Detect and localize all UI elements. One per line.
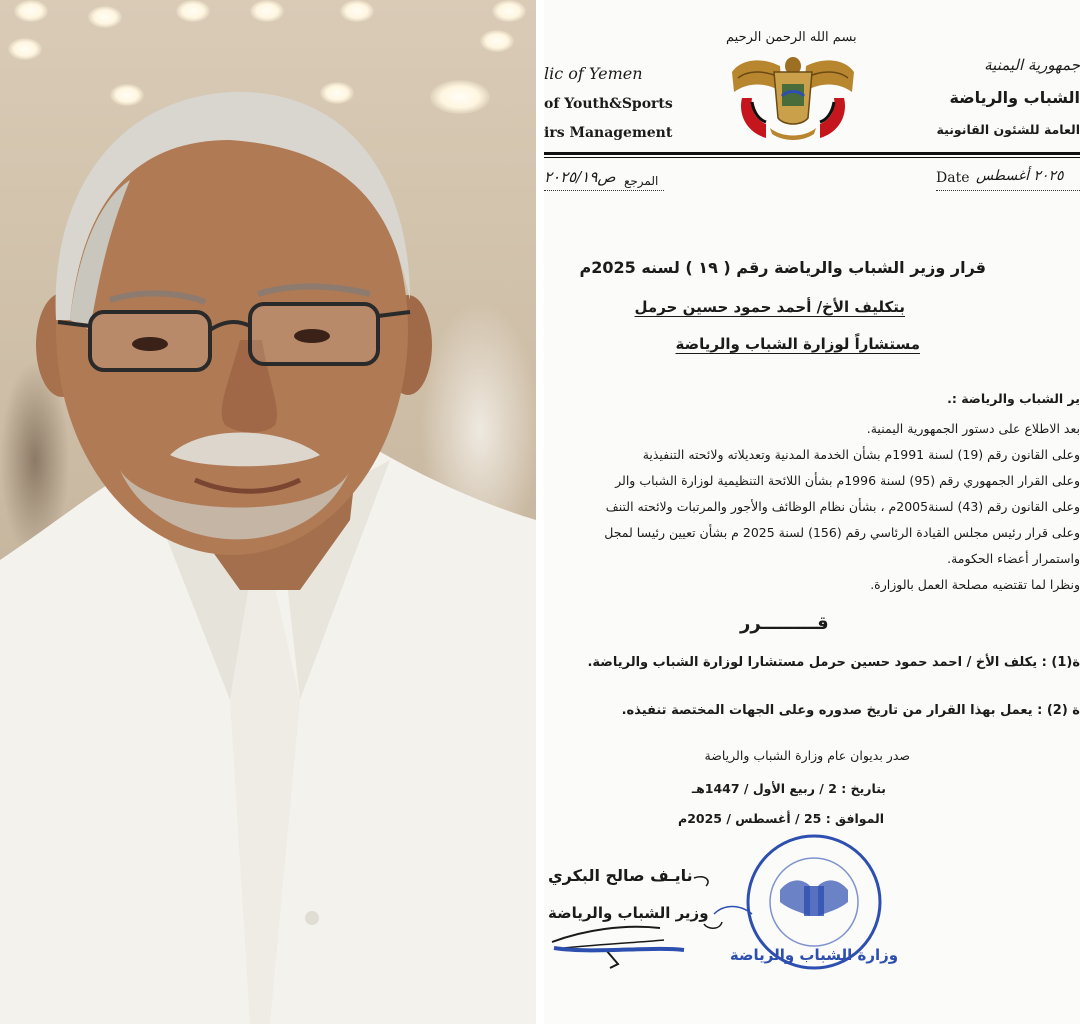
preamble-clause-7: ونظرا لما تقتضيه مصلحة العمل بالوزارة. (870, 577, 1080, 592)
official-stamp (729, 826, 899, 976)
preamble-clause-2: وعلى القانون رقم (19) لسنة 1991م بشأن الخدمة المدنية وتعديلاته ولائحته التنفيذية (642, 447, 1080, 462)
decree-subject-position: مستشاراً لوزارة الشباب والرياضة (675, 335, 920, 353)
decree-title: قرار وزير الشباب والرياضة رقم ( ١٩ ) لسنه 2025م (579, 258, 986, 277)
letterhead-en-line3: irs Management (544, 125, 673, 141)
issued-at: صدر بديوان عام وزارة الشباب والرياضة (704, 748, 910, 763)
preamble-clause-4: وعلى القانون رقم (43) لسنة2005م ، بشأن نظام الوظائف والأجور والمرتبات ولائحته التنف (605, 499, 1080, 514)
letterhead-ar-line3: العامة للشئون القانونية (936, 122, 1080, 137)
letterhead-ar-line2: الشباب والرياضة (949, 88, 1080, 107)
letterhead-rule (544, 152, 1080, 155)
decision-heading: قـــــــــرر (740, 613, 829, 634)
signatory-role: وزير الشباب والرياضة (548, 904, 709, 922)
date-label: Date (936, 170, 970, 186)
preamble-clause-3: وعلى القرار الجمهوري رقم (95) لسنة 1996م بشأن اللائحة التنظيمية لوزارة الشباب والر (615, 473, 1080, 488)
letterhead-ar-line1: جمهورية اليمنية (984, 56, 1080, 74)
signatory-name: نايـف صالح البكري (548, 866, 693, 885)
portrait-photo (0, 0, 536, 1024)
reference-dots (544, 190, 664, 191)
portrait-figure (0, 0, 536, 1024)
preamble-clause-6: واستمرار أعضاء الحكومة. (947, 551, 1080, 566)
yemen-emblem-icon (730, 52, 856, 144)
preamble-intro: ير الشباب والرياضة :. (947, 391, 1080, 406)
hijri-date: بتاريخ : 2 / ربيع الأول / 1447هـ (691, 781, 886, 796)
panel-divider (536, 0, 544, 1024)
decree-document (544, 0, 1080, 1024)
basmala: بسم الله الرحمن الرحيم (726, 30, 857, 45)
article-2: ة (2) : يعمل بهذا القرار من تاريخ صدوره وعلى الجهات المختصة تنفيذه. (621, 703, 1080, 718)
decree-subject-line: بتكليف الأخ/ أحمد حمود حسين حرمل (634, 298, 905, 316)
reference-value: ص٢٠٢٥/١٩ (544, 168, 616, 186)
gregorian-date: الموافق : 25 / أغسطس / 2025م (678, 811, 884, 826)
letterhead-en-line2: of Youth&Sports (544, 96, 673, 112)
stamp-text: وزارة الشباب والرياضة (729, 946, 899, 964)
reference-label: المرجع (624, 174, 659, 188)
letterhead-rule-thin (544, 157, 1080, 158)
preamble-clause-1: بعد الاطلاع على دستور الجمهورية اليمنية. (866, 421, 1080, 436)
preamble-clause-5: وعلى قرار رئيس مجلس القيادة الرئاسي رقم (156) لسنة 2025 م بشأن تعيين رئيسا لمجل (604, 525, 1080, 540)
letterhead-en-line1: lic of Yemen (544, 64, 643, 83)
date-value: ٢٠٢٥ أغسطس (976, 168, 1064, 184)
date-dots (936, 190, 1080, 191)
article-1: ة(1) : يكلف الأخ / احمد حمود حسين حرمل مستشارا لوزارة الشباب والرياضة. (587, 655, 1080, 670)
